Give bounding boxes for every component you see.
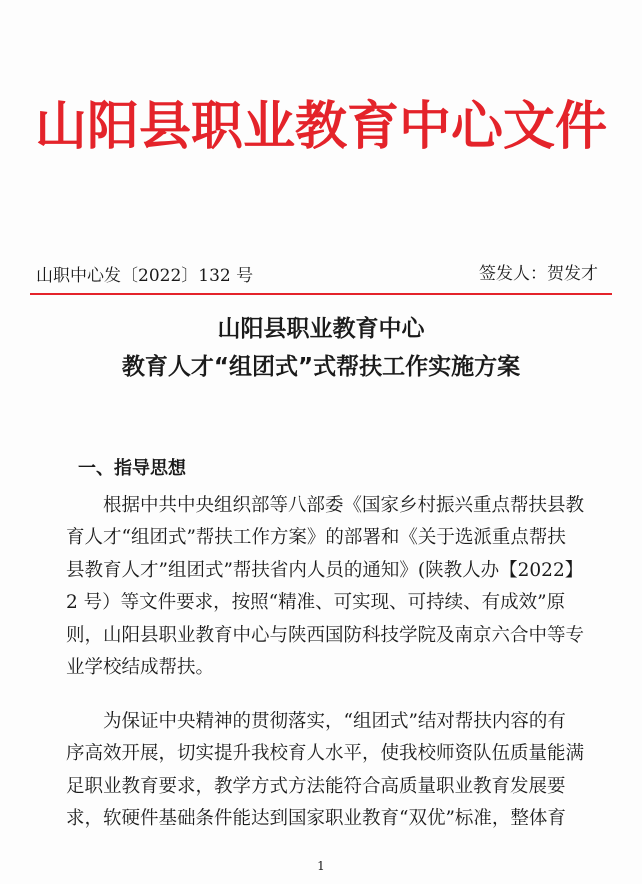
paragraph-line: 足职业教育要求，教学方式方法能符合高质量职业教育发展要 xyxy=(66,775,566,797)
red-divider-line xyxy=(30,293,612,295)
signer-label: 签发人：贺发才 xyxy=(479,264,598,284)
paragraph-1 xyxy=(66,490,584,684)
paragraph-line: 2 号）等文件要求，按照“精准、可实现、可持续、有成效”原 xyxy=(66,592,566,614)
paragraph-line: 则，山阳县职业教育中心与陕西国防科技学院及南京六合中等专 xyxy=(66,624,585,646)
paragraph-line: 为保证中央精神的贯彻落实，“组团式”结对帮扶内容的有 xyxy=(66,711,566,732)
page-number: 1 xyxy=(317,859,325,873)
paragraph-line: 根据中共中央组织部等八部委《国家乡村振兴重点帮扶县教 xyxy=(66,495,585,516)
paragraph-line: 求，软硬件基础条件能达到国家职业教育“双优”标准，整体育 xyxy=(66,808,566,830)
red-letterhead-title: 山阳县职业教育中心文件 xyxy=(34,97,607,157)
paragraph-line: 县教育人才”组团式”帮扶省内人员的通知》(陕教人办【2022】 xyxy=(66,559,584,581)
document-number: 山职中心发〔2022〕132 号 xyxy=(36,266,254,286)
paragraph-line: 序高效开展，切实提升我校育人水平，使我校师资队伍质量能满 xyxy=(66,743,585,765)
title-line-2: 教育人才“组团式”式帮扶工作实施方案 xyxy=(121,354,521,380)
title-line-1: 山阳县职业教育中心 xyxy=(217,316,425,342)
paragraph-line: 业学校结成帮扶。 xyxy=(66,656,215,678)
paragraph-line: 育人才“组团式”帮扶工作方案》的部署和《关于选派重点帮扶 xyxy=(66,527,566,549)
paragraph-2 xyxy=(66,706,584,836)
section-heading: 一、指导思想 xyxy=(78,458,186,479)
document-title xyxy=(0,310,642,386)
